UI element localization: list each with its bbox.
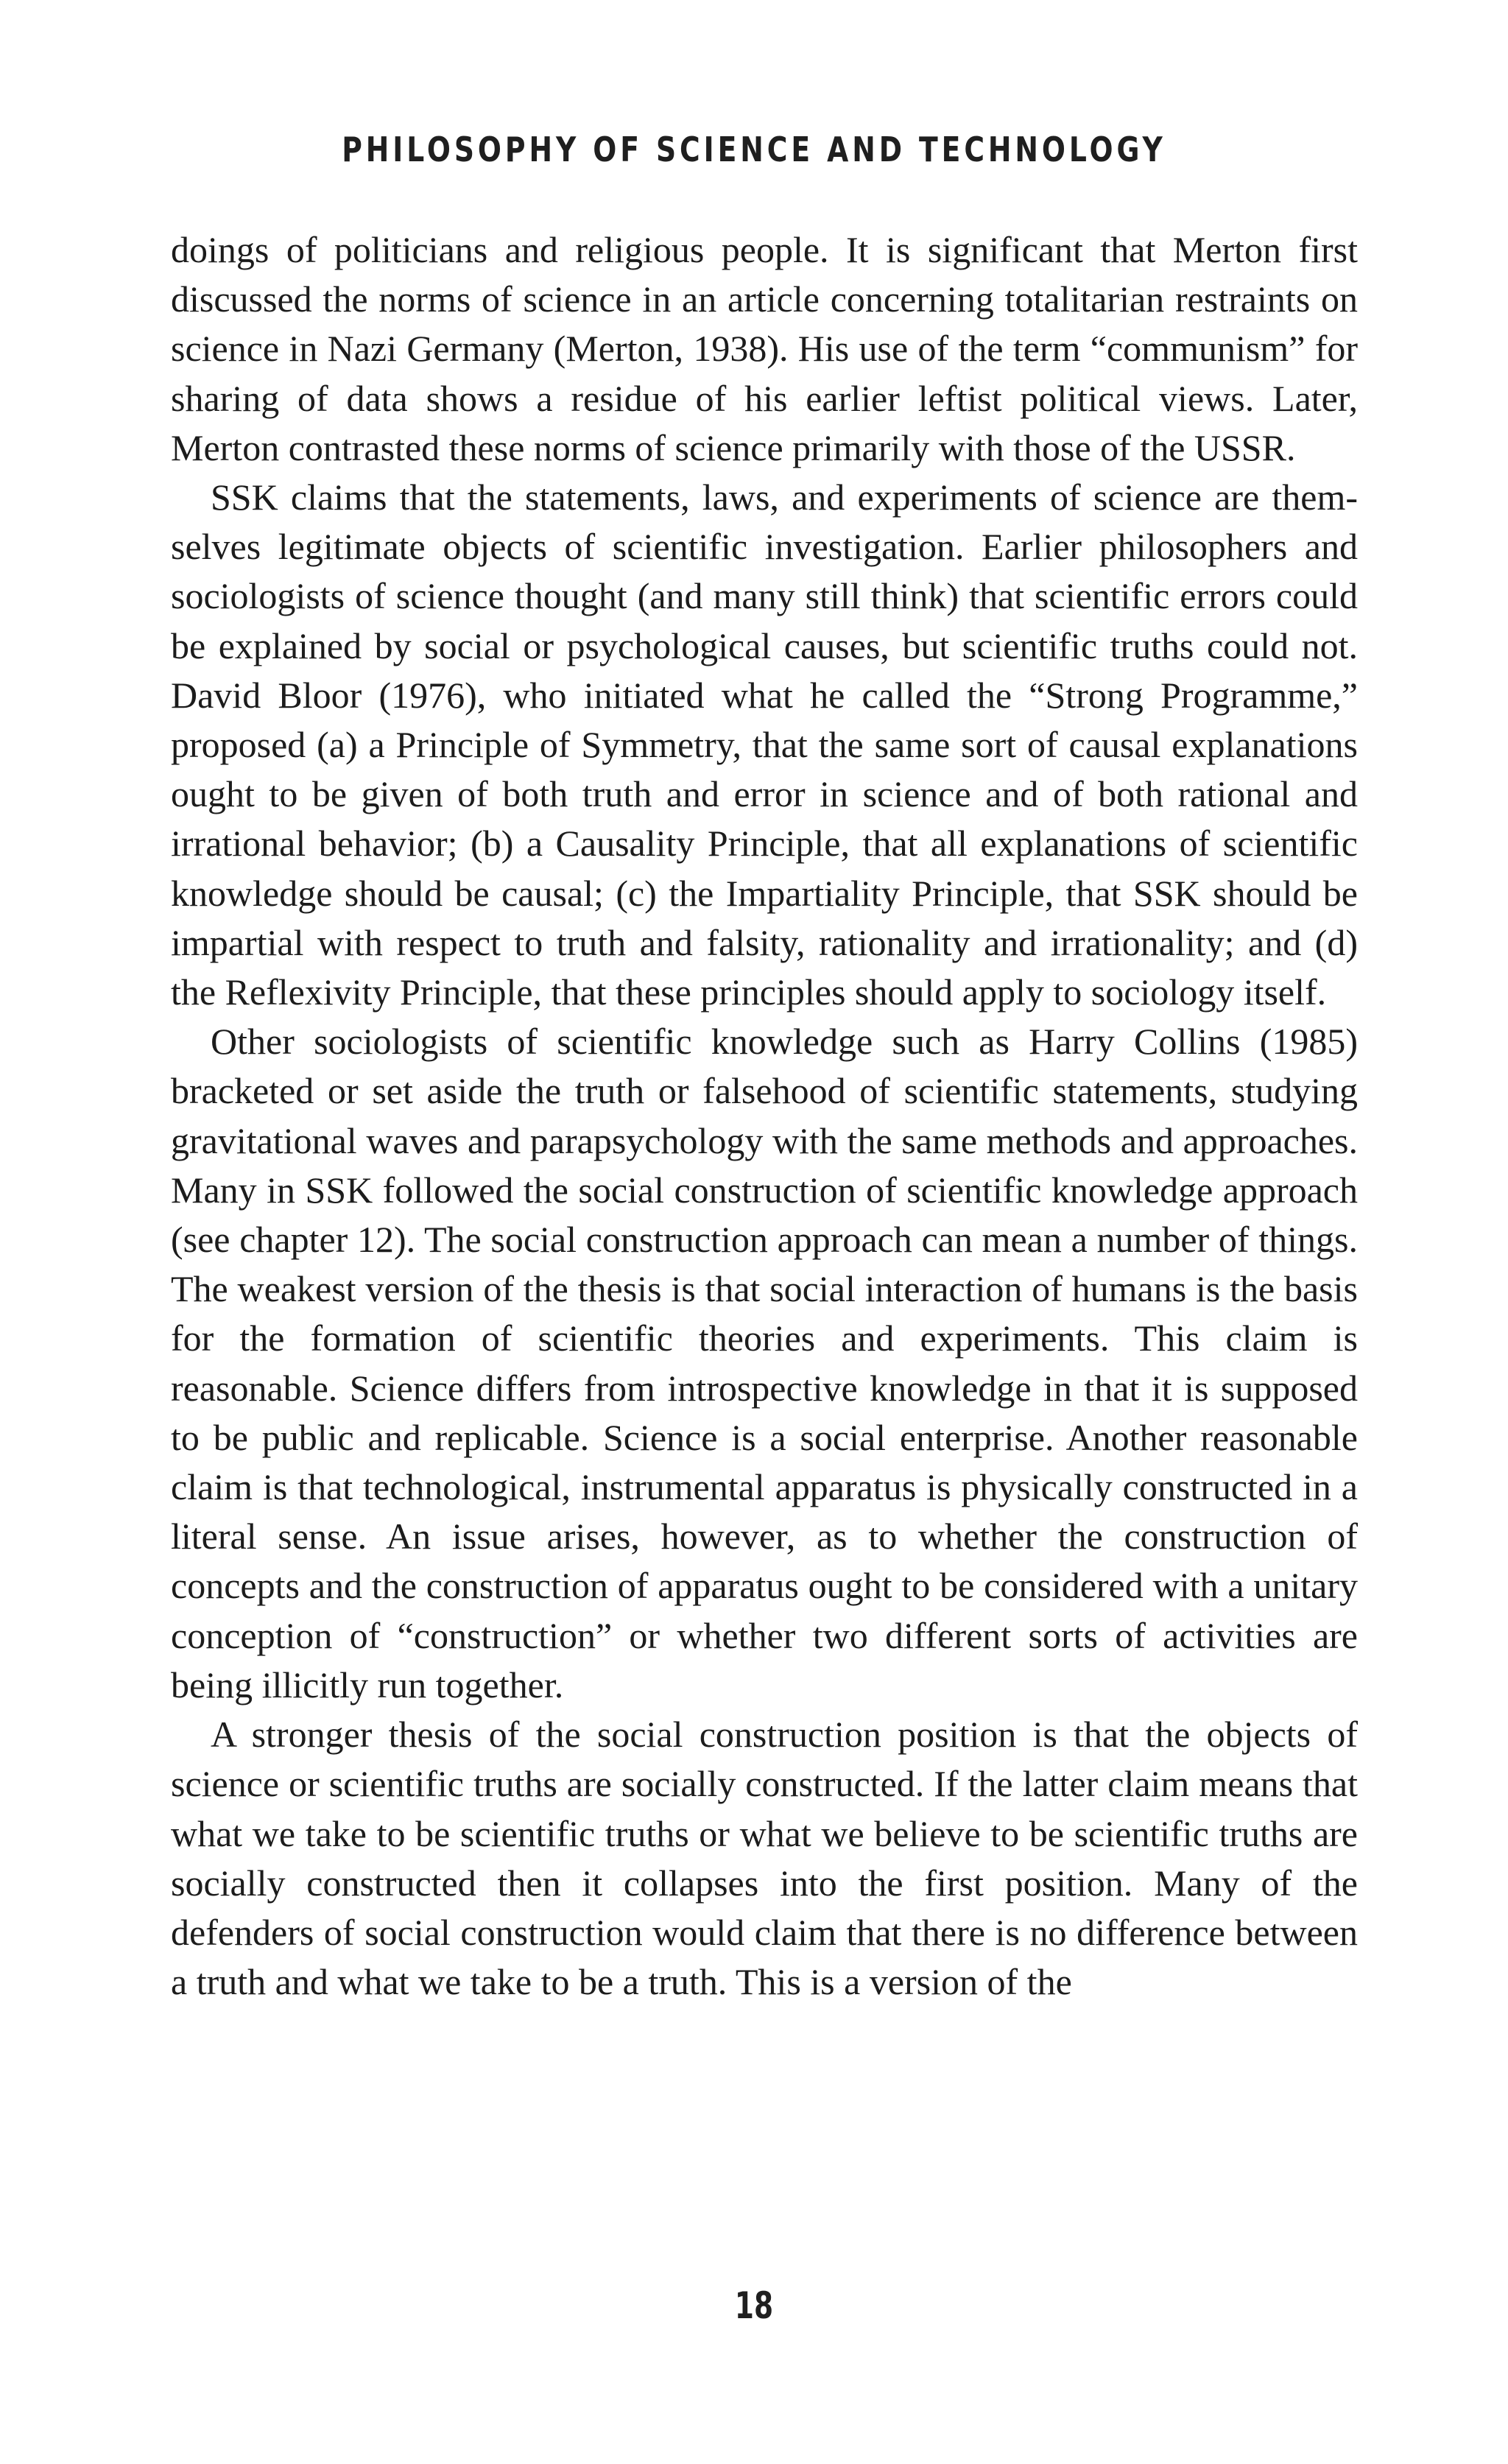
paragraph-stronger-thesis: A stronger thesis of the social construction position is that the objects of science or scientific truths are socially constructed. If the latter claim means that what we take to be scientific truths or what we believe to be scientific truths are socially constructed then it collapses into the first position. Many of the defenders of social construction would claim that there is no difference between a truth and what we take to be a truth. This is a version of the (171, 1714, 1358, 2003)
paragraph-social-construction: Other sociologists of scientific knowledge such as Harry Collins (1985) bracketed or set aside the truth or falsehood of scientific statements, studying gravitational waves and parapsychology with the same methods and approaches. Many in SSK followed the social construction of scientific knowledge approach (see chapter 12). The social construction approach can mean a number of things. The weakest version of the thesis is that social interaction of humans is the basis for the formation of scientific theories and experiments. This claim is reasonable. Science differs from introspective knowledge in that it is supposed to be public and replicable. Science is a social enterprise. Another reasonable claim is that technological, instrumental apparatus is physically constructed in a literal sense. An issue arises, however, as to whether the construction of concepts and the construction of apparatus ought to be considered with a unitary conception of “construction” or whether two different sorts of activities are being illicitly run together. (171, 1021, 1358, 1706)
body-text (171, 225, 1358, 2007)
paragraph-ssk-strong-programme: SSK claims that the statements, laws, and experiments of science are themselves legitimate objects of scientific investigation. Earlier philosophers and sociologists of science thought (and many still think) that scientific errors could be explained by social or psychological causes, but scientific truths could not. David Bloor (1976), who initiated what he called the “Strong Programme,” proposed (a) a Principle of Symmetry, that the same sort of causal explanations ought to be given of both truth and error in science and of both rational and irrational behavior; (b) a Causality Principle, that all explanations of scientific knowledge should be causal; (c) the Impartiality Principle, that SSK should be impartial with respect to truth and falsity, rationality and irrationality; and (d) the Reflexivity Principle, that these principles should apply to sociology itself. (171, 476, 1358, 1013)
page-number: 18 (734, 2284, 774, 2327)
paragraph-continued: doings of politicians and religious people. It is significant that Merton first discussed the norms of science in an article concerning totalitarian restraints on science in Nazi Germany (Merton, 1938). His use of the term “communism” for sharing of data shows a residue of his earlier leftist political views. Later, Merton contrasted these norms of science primarily with those of the USSR. (171, 229, 1358, 468)
running-head: PHILOSOPHY OF SCIENCE AND TECHNOLOGY (342, 130, 1166, 169)
